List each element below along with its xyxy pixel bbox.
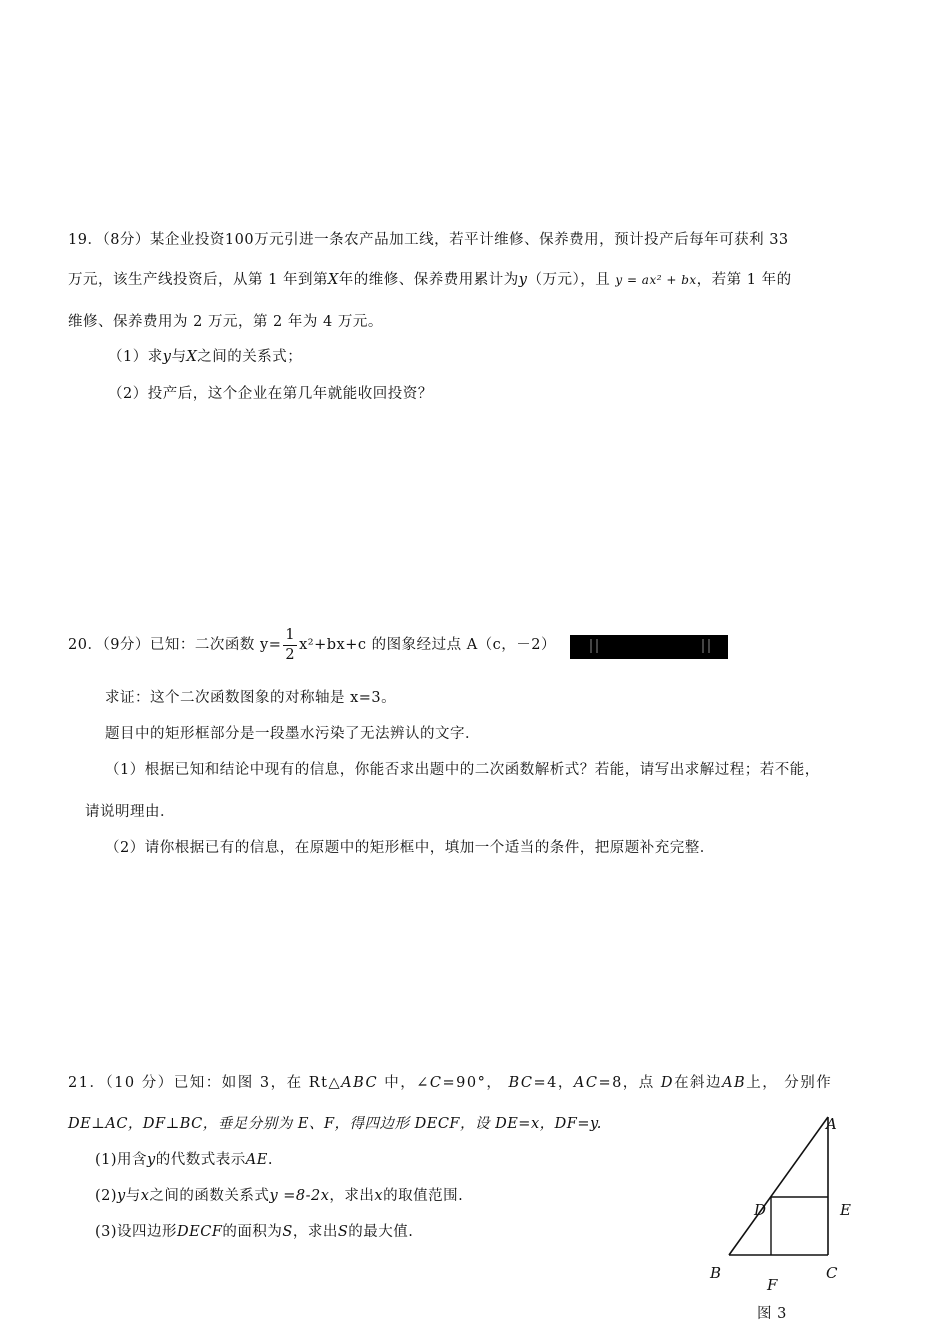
q21-part2: (2)y与x之间的函数关系式y =8-2x，求出x的取值范围. bbox=[95, 1188, 464, 1204]
q19-part1: （1）求y与X之间的关系式； bbox=[108, 349, 303, 365]
label-c: C bbox=[826, 1264, 838, 1282]
label-f: F bbox=[767, 1276, 778, 1294]
figure-caption: 图 3 bbox=[757, 1306, 787, 1322]
q21-part1: (1)用含y的代数式表示AE. bbox=[95, 1152, 273, 1168]
q20-line4: （1）根据已知和结论中现有的信息，你能否求出题中的二次函数解析式？若能，请写出求解过程；若不能， bbox=[105, 762, 820, 778]
q19-line3: 维修、保养费用为 2 万元，第 2 年为 4 万元。 bbox=[68, 314, 383, 330]
q21-line1: 21．（10 分）已知：如图 3，在 Rt△ABC 中，∠C=90°， BC=4，AC=8，点 D在斜边AB上， 分别作 bbox=[68, 1075, 833, 1091]
q19-line2: 万元，该生产线投资后，从第 1 年到第X年的维修、保养费用累计为y（万元），且 y = ax² + bx，若第 1 年的 bbox=[68, 272, 792, 288]
q20-line6: （2）请你根据已有的信息，在原题中的矩形框中，填加一个适当的条件，把原题补充完整． bbox=[105, 840, 715, 856]
figure-3-triangle-diagram bbox=[700, 1105, 870, 1265]
one-half-fraction: $\frac{1}{2}$ bbox=[285, 627, 296, 663]
q20-line2: 求证：这个二次函数图象的对称轴是 x=3。 bbox=[105, 690, 397, 706]
label-a: A bbox=[826, 1115, 837, 1133]
label-b: B bbox=[710, 1264, 722, 1282]
q20-line1: 20．（9分）已知：二次函数 y= $\frac{1}{2}$ x²+bx+c 的图象经过点 A（c，－2） bbox=[68, 627, 557, 663]
q21-line2: DE⊥AC，DF⊥BC，垂足分别为 E、F，得四边形 DECF，设 DE=x，DF=y. bbox=[68, 1116, 602, 1132]
q20-line5: 请说明理由． bbox=[85, 804, 175, 820]
hypotenuse-ab bbox=[729, 1117, 828, 1255]
q20-line3: 题目中的矩形框部分是一段墨水污染了无法辨认的文字． bbox=[105, 726, 480, 742]
label-e: E bbox=[840, 1201, 851, 1219]
ink-blot-rectangle bbox=[570, 635, 728, 659]
q21-part3: (3)设四边形DECF的面积为S，求出S的最大值. bbox=[95, 1224, 414, 1240]
q19-formula: y = ax² + bx bbox=[615, 273, 697, 287]
q19-part2: （2）投产后，这个企业在第几年就能收回投资？ bbox=[108, 386, 433, 402]
q19-line1: 19．（8分）某企业投资100万元引进一条农产品加工线，若平计维修、保养费用，预计投产后每年可获利 33 bbox=[68, 232, 789, 248]
label-d: D bbox=[754, 1201, 767, 1219]
